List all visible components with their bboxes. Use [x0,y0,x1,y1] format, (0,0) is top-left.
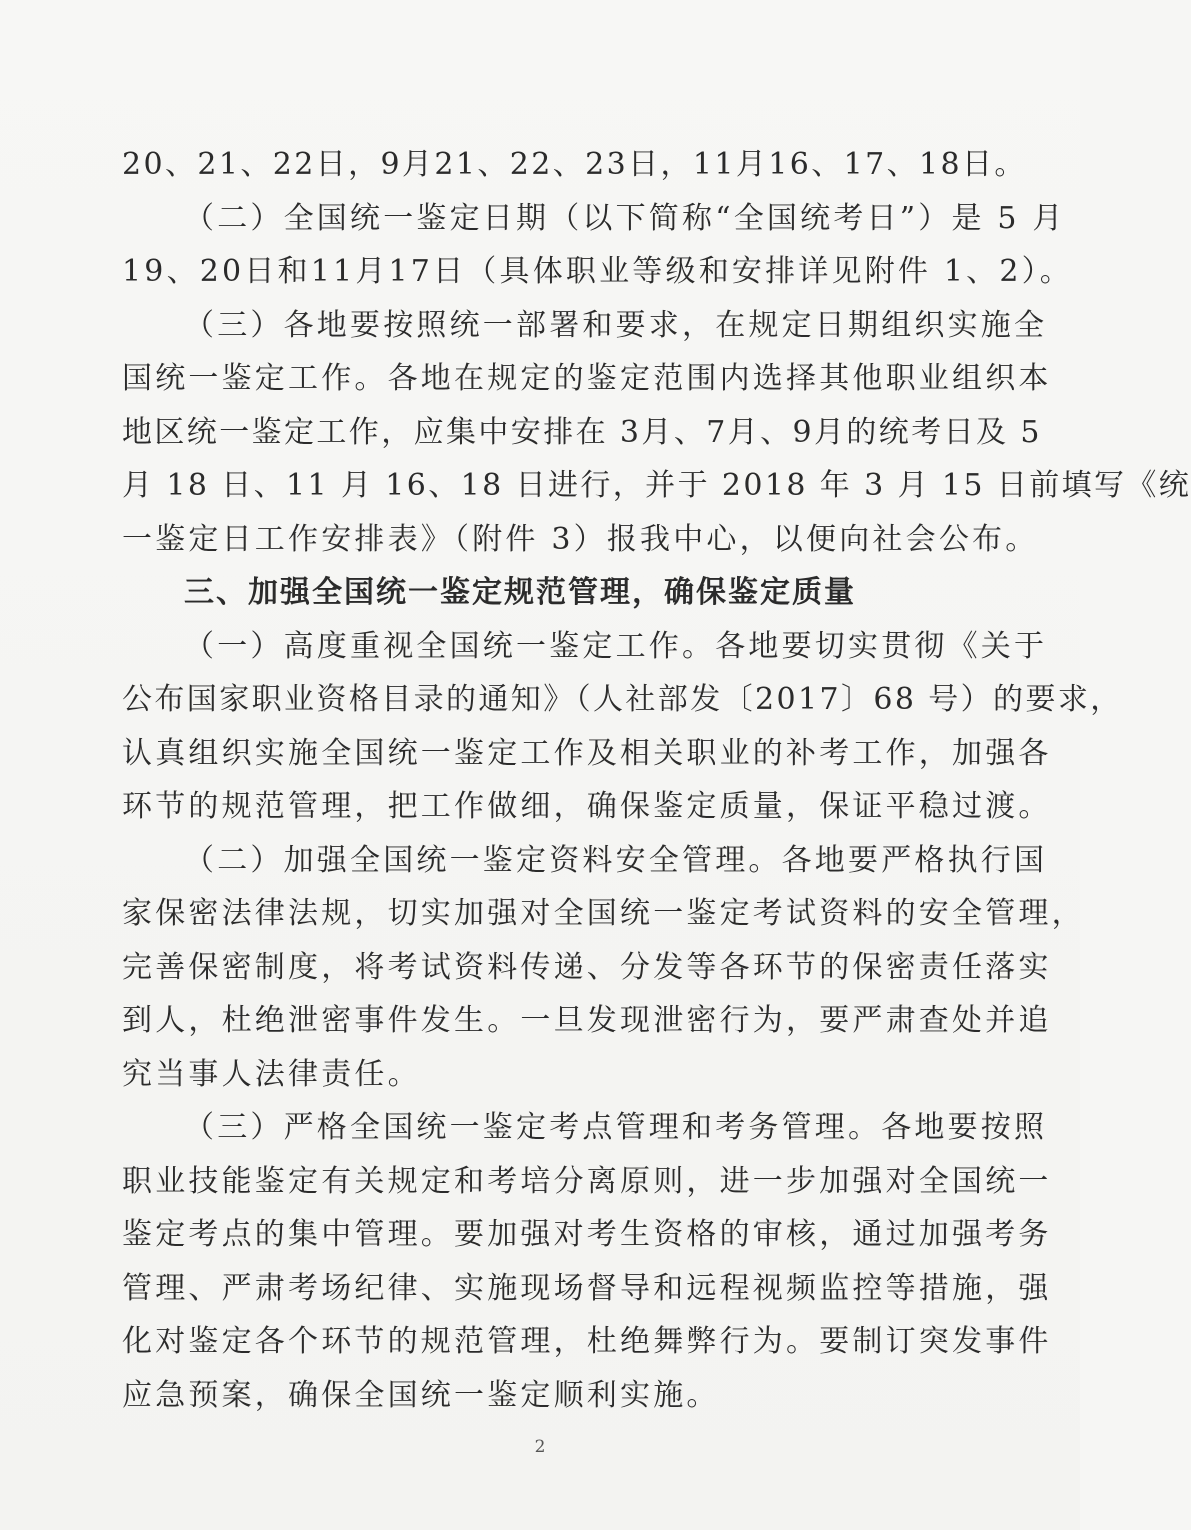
body-line: 月 18 日、11 月 16、18 日进行，并于 2018 年 3 月 15 日前填写《统 [122,468,1191,503]
body-line: （三）严格全国统一鉴定考点管理和考务管理。各地要按照 [184,1110,1048,1145]
body-line: 家保密法律法规，切实加强对全国统一鉴定考试资料的安全管理， [122,896,1085,931]
body-line: 环节的规范管理，把工作做细，确保鉴定质量，保证平稳过渡。 [122,789,1052,824]
body-line: （三）各地要按照统一部署和要求，在规定日期组织实施全 [184,307,1048,343]
body-line: 应急预案，确保全国统一鉴定顺利实施。 [122,1377,720,1413]
body-line: （二）全国统一鉴定日期（以下简称“全国统考日”）是 5 月 [184,200,1066,236]
body-line: 20、21、22日，9月21、22、23日，11月16、17、18日。 [122,147,1027,182]
body-line: 一鉴定日工作安排表》（附件 3）报我中心，以便向社会公布。 [122,521,1039,557]
body-line: 公布国家职业资格目录的通知》（人社部发〔2017〕68 号）的要求， [122,682,1123,717]
body-line: （一）高度重视全国统一鉴定工作。各地要切实贯彻《关于 [184,628,1048,664]
body-line: 化对鉴定各个环节的规范管理，杜绝舞弊行为。要制订突发事件 [122,1324,1052,1359]
body-line: 认真组织实施全国统一鉴定工作及相关职业的补考工作，加强各 [122,735,1052,771]
body-line: 地区统一鉴定工作，应集中安排在 3月、7月、9月的统考日及 5 [122,414,1042,450]
body-line: 完善保密制度，将考试资料传递、分发等各环节的保密责任落实 [122,949,1052,985]
section-heading: 三、加强全国统一鉴定规范管理，确保鉴定质量 [184,575,856,610]
body-line: 到人，杜绝泄密事件发生。一旦发现泄密行为，要严肃查处并追 [122,1003,1052,1038]
body-line: 管理、严肃考场纪律、实施现场督导和远程视频监控等措施，强 [122,1270,1052,1306]
body-line: 职业技能鉴定有关规定和考培分离原则，进一步加强对全国统一 [122,1163,1052,1199]
body-line: 究当事人法律责任。 [122,1056,421,1092]
body-line: （二）加强全国统一鉴定资料安全管理。各地要严格执行国 [184,842,1048,878]
body-line: 19、20日和11月17日（具体职业等级和安排详见附件 1、2）。 [122,254,1074,289]
page-number: 2 [534,1437,546,1457]
document-body [122,138,1191,1422]
body-line: 国统一鉴定工作。各地在规定的鉴定范围内选择其他职业组织本 [122,361,1052,396]
body-line: 鉴定考点的集中管理。要加强对考生资格的审核，通过加强考务 [122,1217,1052,1252]
